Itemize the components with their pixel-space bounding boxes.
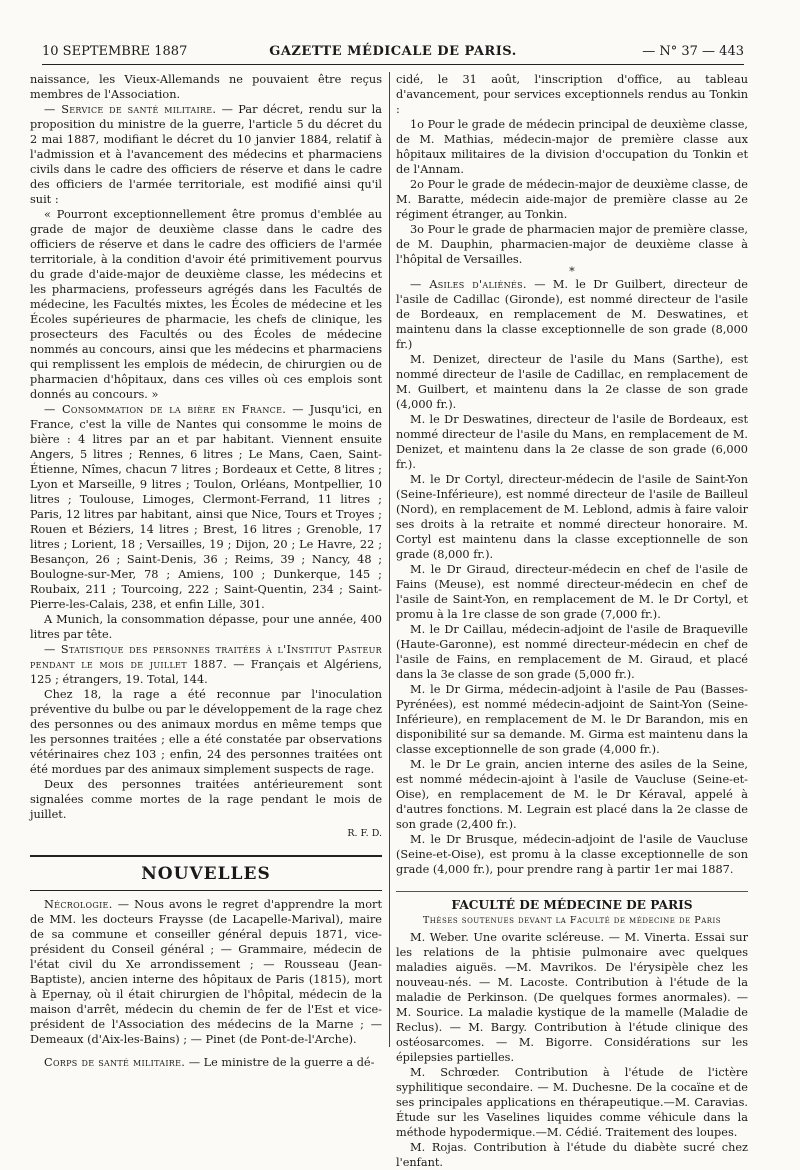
paragraph: « Pourront exceptionnellement être promus d'emblée au grade de major de deuxième classe dans le cadre des officiers de réserve et dans le cadre des officiers de l'armée territoriale, à la condition d'avoir été primitivement pourvus du grade d'aide-major de deuxième classe, les médecins et les pharmaciens, professeurs agrégés dans les Facultés de médecine, les Facultés mixtes, les Écoles de médecine et les Écoles supérieures de pharmacie, les chefs de clinique, les prosecteurs des Facultés ou des Écoles de médecine nommés au concours, ainsi que les médecins et pharmaciens qui remplissent les emplois de médecin, de chirurgien ou de pharmacien d'hôpitaux, dans ces villes où ces emplois sont donnés au concours. » xyxy=(30,208,382,401)
header-date: 10 SEPTEMBRE 1887 xyxy=(42,44,188,59)
nouvelles-title: NOUVELLES xyxy=(30,855,382,891)
paragraph: Nécrologie. — Nous avons le regret d'apprendre la mort de MM. les docteurs Fraysse (de Lacapelle-Marival), maire de sa commune et conseiller général depuis 1871, vice-président du Conseil général ; — Grammaire, médecin de l'état civil du Xe arrondissement ; — Rousseau (Jean-Baptiste), ancien interne des hôpitaux de Paris (1815), mort à Epernay, où il était chirurgien de l'hôpital, médecin de la maison d'arrêt, médecin du chemin de fer de l'Est et vice-président de l'Association des médecins de la Marne ; — Demeaux (d'Aix-les-Bains) ; — Pinet (de Pont-de-l'Arche). xyxy=(30,898,382,1046)
paragraph: Corps de santé militaire. — Le ministre de la guerre a dé- xyxy=(44,1056,375,1069)
paragraph: M. le Dr Le grain, ancien interne des asiles de la Seine, est nommé médecin-ajoint à l'asile de Vaucluse (Seine-et-Oise), en remplacement de M. le Dr Kéraval, appelé à d'autres fonctions. M. Legrain est placé dans la 2e classe de son grade (2,400 fr.). xyxy=(396,758,748,831)
signature: R. F. D. xyxy=(347,828,382,839)
paragraph: cidé, le 31 août, l'inscription d'office, au tableau d'avancement, pour services exceptionnels rendus au Tonkin : xyxy=(396,73,748,116)
section-heading: — Consommation de la bière en France. xyxy=(44,403,287,416)
paragraph: — Consommation de la bière en France. — Jusqu'ici, en France, c'est la ville de Nantes qui consomme le moins de bière : 4 litres par an et par habitant. Viennent ensuite Angers, 5 litres ; Rennes, 6 litres ; Le Mans, Caen, Saint-Étienne, Nîmes, chacun 7 litres ; Bordeaux et Cette, 8 litres ; Lyon et Marseille, 9 litres ; Toulon, Orléans, Montpellier, 10 litres ; Toulouse, Limoges, Clermont-Ferrand, 11 litres ; Paris, 12 litres par habitant, ainsi que Nice, Tours et Troyes ; Rouen et Béziers, 14 litres ; Brest, 16 litres ; Grenoble, 17 litres ; Lorient, 18 ; Versailles, 19 ; Dijon, 20 ; Le Havre, 22 ; Besançon, 26 ; Saint-Denis, 36 ; Reims, 39 ; Nancy, 48 ; Boulogne-sur-Mer, 78 ; Amiens, 100 ; Dunkerque, 145 ; Roubaix, 211 ; Tourcoing, 222 ; Saint-Quentin, 234 ; Saint-Pierre-les-Calais, 238, et enfin Lille, 301. xyxy=(30,403,383,611)
paragraph: Deux des personnes traitées antérieurement sont signalées comme mortes de la rage pendant le mois de juillet. xyxy=(30,778,382,821)
paragraph: — Statistique des personnes traitées à l'Institut Pasteur pendant le mois de juillet 1887. — Français et Algériens, 125 ; étrangers, 19. Total, 144. xyxy=(30,643,382,686)
paragraph: — Service de santé militaire. — Par décret, rendu sur la proposition du ministre de la guerre, l'article 5 du décret du 2 mai 1887, modifiant le décret du 10 janvier 1884, relatif à l'admission et à l'avancement des médecins et pharmaciens civils dans le cadre des officiers de réserve et dans le cadre des officiers de l'armée territoriale, est modifié ainsi qu'il suit : xyxy=(30,103,382,206)
paragraph: M. le Dr Deswatines, directeur de l'asile de Bordeaux, est nommé directeur de l'asile du Mans, en remplacement de M. Denizet, et maintenu dans la 2e classe de son grade (6,000 fr.). xyxy=(396,413,748,471)
right-column xyxy=(396,72,748,1170)
faculty-title: FACULTÉ DE MÉDECINE DE PARIS xyxy=(396,891,748,913)
paragraph: naissance, les Vieux-Allemands ne pouvaient être reçus membres de l'Association. xyxy=(30,73,382,101)
header-issue: — N° 37 — 443 xyxy=(642,44,744,59)
section-heading: Corps de santé militaire. xyxy=(44,1056,186,1069)
page-header xyxy=(42,44,744,64)
paragraph: M. le Dr Cortyl, directeur-médecin de l'asile de Saint-Yon (Seine-Inférieure), est nommé directeur de l'asile de Bailleul (Nord), en remplacement de M. Leblond, admis à faire valoir ses droits à la retraite et nommé directeur honoraire. M. Cortyl est maintenu dans la classe exceptionnelle de son grade (8,000 fr.). xyxy=(396,473,748,561)
paragraph: M. Schrœder. Contribution à l'étude de l'ictère syphilitique secondaire. — M. Duchesne. De la cocaïne et de ses principales applications en thérapeutique.—M. Caravias. Étude sur les Vaselines liquides comme véhicule dans la méthode hypodermique.—M. Cédié. Traitement des loupes. xyxy=(396,1066,748,1139)
paragraph: Chez 18, la rage a été reconnue par l'inoculation préventive du bulbe ou par le développement de la rage chez des personnes ou des animaux mordus en même temps que les personnes traitées ; elle a été constatée par observations vétérinaires chez 103 ; enfin, 24 des personnes traitées ont été mordues par des animaux simplement suspects de rage. xyxy=(30,688,382,776)
paragraph: M. Weber. Une ovarite scléreuse. — M. Vinerta. Essai sur les relations de la phtisie pulmonaire avec quelques maladies aiguës. —M. Mavrikos. De l'érysipèle chez les nouveau-nés. — M. Lacoste. Contribution à l'étude de la maladie de Perkinson. (De quelques formes anormales). — M. Sourice. La maladie kystique de la mamelle (Maladie de Reclus). — M. Bargy. Contribution à l'étude clinique des ostéosarcomes. — M. Bigorre. Considérations sur les épilepsies partielles. xyxy=(396,931,748,1064)
paragraph: 3o Pour le grade de pharmacien major de première classe, de M. Dauphin, pharmacien-major de deuxième classe à l'hôpital de Versailles. xyxy=(396,223,748,266)
section-heading: Nécrologie. xyxy=(44,898,113,911)
paragraph: M. le Dr Girma, médecin-adjoint à l'asile de Pau (Basses-Pyrénées), est nommé médecin-adjoint de Saint-Yon (Seine-Inférieure), en remplacement de M. le Dr Barandon, mis en disponibilité sur sa demande. M. Girma est maintenu dans la classe exceptionnelle de son grade (4,000 fr.). xyxy=(396,683,748,756)
left-column xyxy=(30,72,382,1070)
header-title: GAZETTE MÉDICALE DE PARIS. xyxy=(269,44,517,59)
faculty-subtitle: Thèses soutenues devant la Faculté de médecine de Paris xyxy=(422,915,722,926)
paragraph: A Munich, la consommation dépasse, pour une année, 400 litres par tête. xyxy=(30,613,382,641)
paragraph: M. Denizet, directeur de l'asile du Mans (Sarthe), est nommé directeur de l'asile de Cadillac, en remplacement de M. Guilbert, et maintenu dans la 2e classe de son grade (4,000 fr.). xyxy=(396,353,748,411)
paragraph: M. le Dr Caillau, médecin-adjoint de l'asile de Braqueville (Haute-Garonne), est nommé directeur-médecin en chef de l'asile de Fains, en remplacement de M. Giraud, et placé dans la 3e classe de son grade (5,000 fr.). xyxy=(396,623,748,681)
paragraph: M. le Dr Brusque, médecin-adjoint de l'asile de Vaucluse (Seine-et-Oise), est promu à la classe exceptionnelle de son grade (4,000 fr.), pour prendre rang à partir 1er mai 1887. xyxy=(396,833,748,876)
paragraph: M. le Dr Giraud, directeur-médecin en chef de l'asile de Fains (Meuse), est nommé directeur-médecin en chef de l'asile de Saint-Yon, en remplacement de M. le Dr Cortyl, et promu à la 1re classe de son grade (7,000 fr.). xyxy=(396,563,748,621)
header-rule xyxy=(42,64,744,65)
paragraph: — Asiles d'aliénés. — M. le Dr Guilbert, directeur de l'asile de Cadillac (Gironde), est nommé directeur de l'asile de Bordeaux, en remplacement de M. Deswatines, et maintenu dans la classe exceptionnelle de son grade (8,000 fr.) xyxy=(396,278,748,351)
section-heading: — Asiles d'aliénés. xyxy=(410,278,527,291)
section-heading: — Statistique des personnes traitées à l'Institut Pasteur pendant le mois de juillet 1887. xyxy=(30,643,382,671)
separator-star: * xyxy=(569,265,575,278)
paragraph: M. Rojas. Contribution à l'étude du diabète sucré chez l'enfant. xyxy=(396,1141,748,1169)
paragraph: 2o Pour le grade de médecin-major de deuxième classe, de M. Baratte, médecin aide-major de première classe au 2e régiment étranger, au Tonkin. xyxy=(396,178,748,221)
column-divider xyxy=(389,72,390,1047)
paragraph: 1o Pour le grade de médecin principal de deuxième classe, de M. Mathias, médecin-major de première classe aux hôpitaux militaires de la division d'occupation du Tonkin et de l'Annam. xyxy=(396,118,748,176)
section-heading: — Service de santé militaire. xyxy=(44,103,217,116)
